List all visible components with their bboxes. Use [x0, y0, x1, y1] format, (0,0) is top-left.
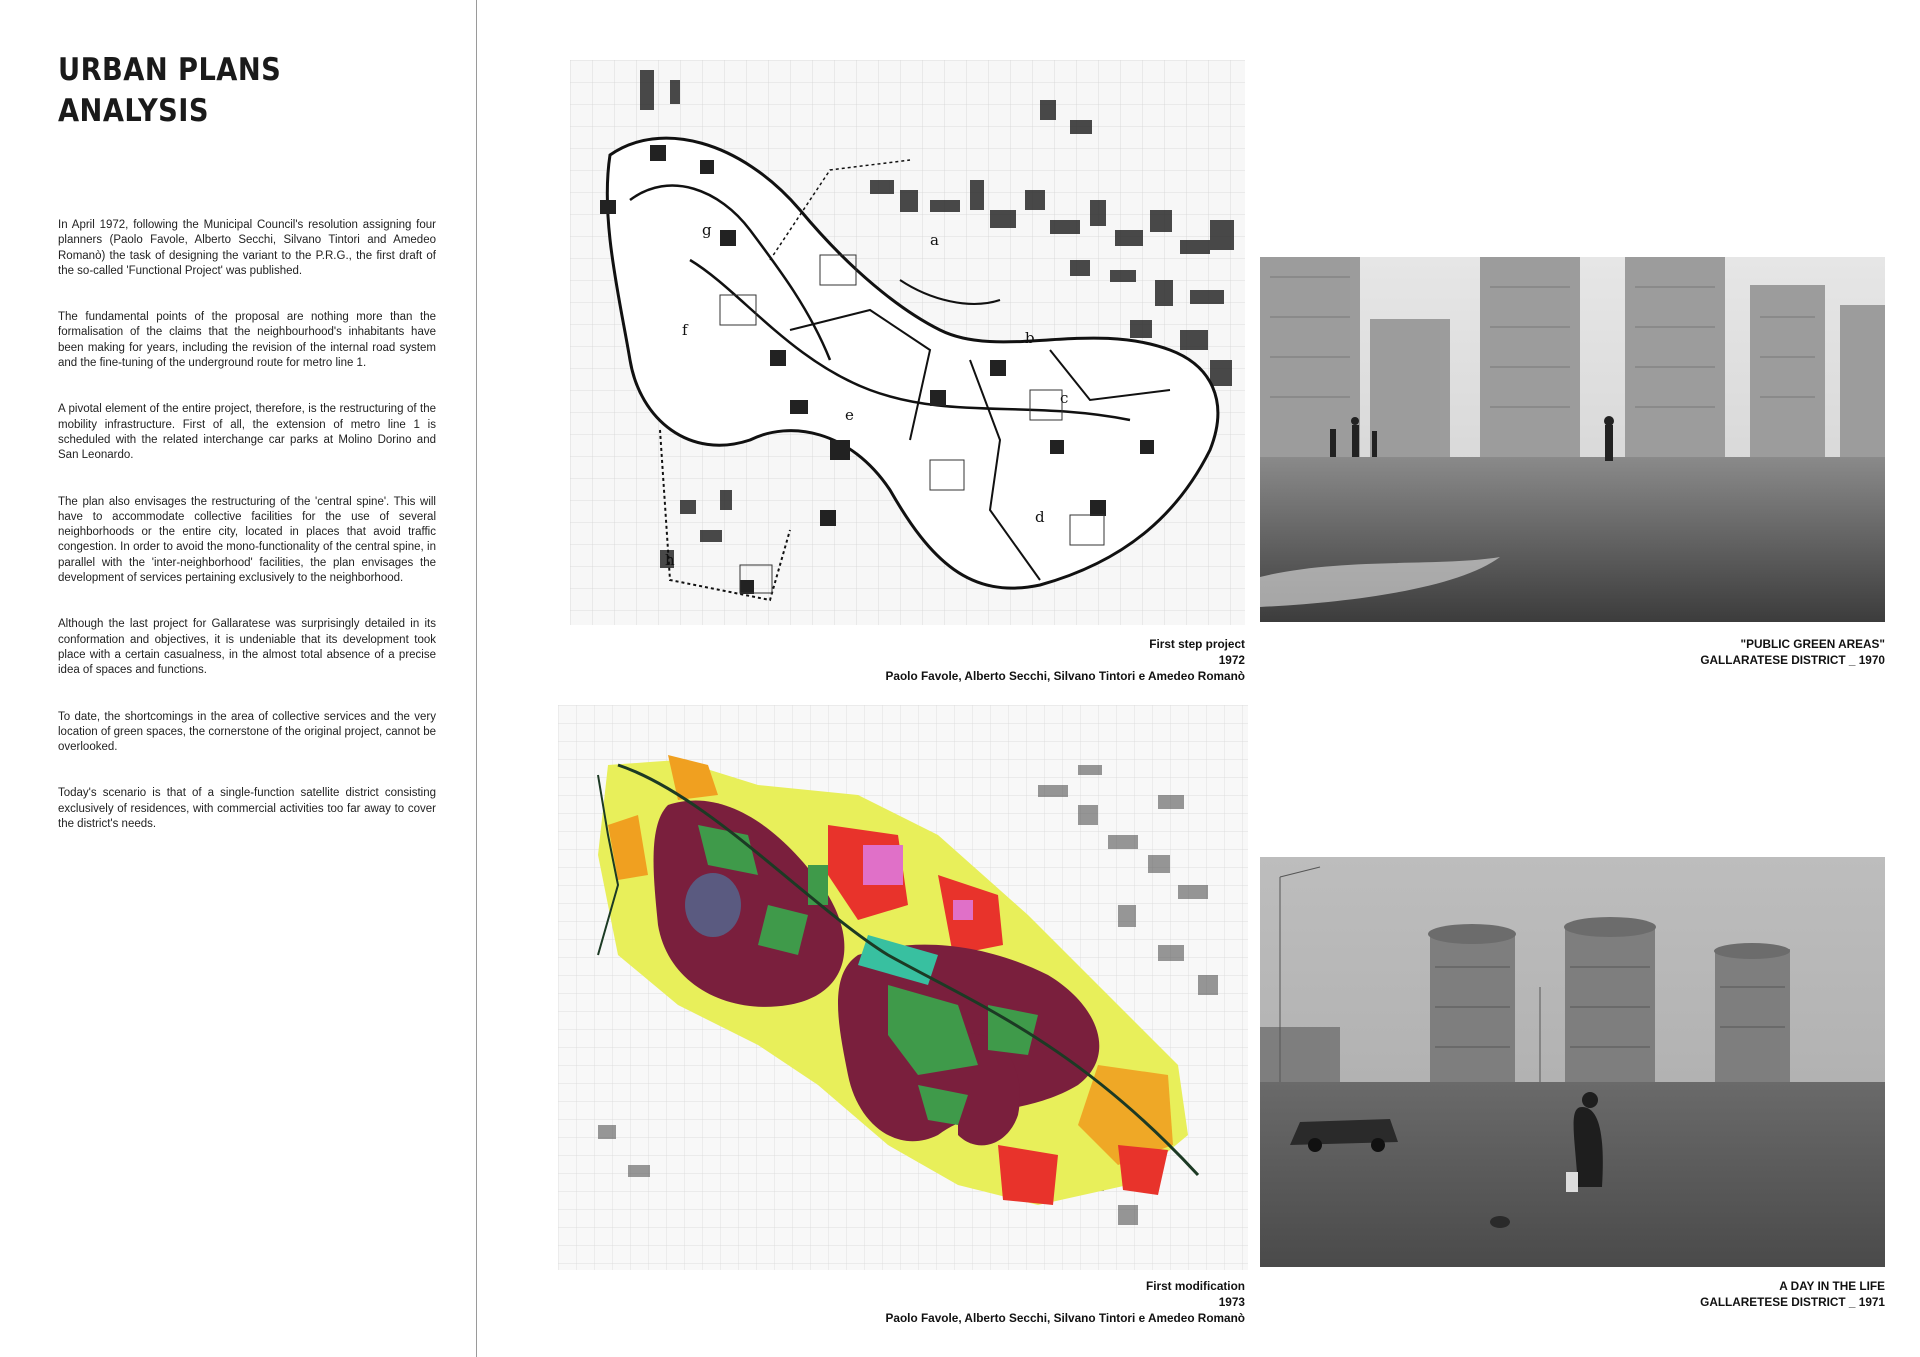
- caption-photo-1971-subtitle: GALLARETESE DISTRICT _ 1971: [1700, 1295, 1885, 1309]
- paragraph-3: A pivotal element of the entire project, therefore, is the restructuring of the mobility infrastructure. First of all, the extension of metro line 1 is scheduled with the related interchange car parks at Molino Dorino and San Leonardo.: [58, 403, 436, 462]
- caption-plan-1973-year: 1973: [1218, 1295, 1245, 1309]
- caption-plan-1972: [800, 636, 1245, 684]
- photo-public-green-areas: [1260, 257, 1885, 622]
- paragraph-1: In April 1972, following the Municipal Council's resolution assigning four planners (Paolo Favole, Alberto Secchi, Silvano Tintori and Amedeo Romanò) the task of designing the variant to the P.R.G., the first draft of the so-called 'Functional Project' was published.: [58, 219, 436, 277]
- plan-1972-drawing: [570, 60, 1245, 625]
- map-label-h: h: [665, 551, 675, 569]
- photo-1970-drawing: [1260, 257, 1885, 622]
- caption-plan-1972-title: First step project: [1149, 637, 1245, 651]
- column-divider: [476, 0, 477, 1357]
- caption-photo-1971: [1500, 1278, 1885, 1310]
- caption-photo-1970-title: "PUBLIC GREEN AREAS": [1740, 637, 1885, 651]
- map-label-b: b: [1025, 329, 1035, 347]
- paragraph-6: To date, the shortcomings in the area of collective services and the very location of green spaces, the cornerstone of the original project, cannot be overlooked.: [58, 710, 436, 754]
- caption-photo-1971-title: A DAY IN THE LIFE: [1779, 1279, 1885, 1293]
- caption-photo-1970: [1500, 636, 1885, 668]
- caption-plan-1972-authors: Paolo Favole, Alberto Secchi, Silvano Tintori e Amedeo Romanò: [885, 669, 1245, 683]
- photo-day-in-the-life: [1260, 857, 1885, 1267]
- caption-plan-1973: [800, 1278, 1245, 1326]
- map-label-e: e: [845, 406, 854, 424]
- body-text: [58, 218, 436, 863]
- plan-1973-drawing: [558, 705, 1248, 1270]
- caption-plan-1972-year: 1972: [1218, 653, 1245, 667]
- map-label-g: g: [702, 221, 712, 239]
- plan-1973-map: [558, 705, 1248, 1270]
- caption-plan-1973-title: First modification: [1146, 1279, 1245, 1293]
- paragraph-2: The fundamental points of the proposal are nothing more than the formalisation of the claims that the neighbourhood's inhabitants have been making for years, including the revision of the internal road system and the fine-tuning of the underground route for metro line 1.: [58, 311, 436, 370]
- caption-plan-1973-authors: Paolo Favole, Alberto Secchi, Silvano Tintori e Amedeo Romanò: [885, 1311, 1245, 1325]
- paragraph-5: Although the last project for Gallaratese was surprisingly detailed in its conformation and objectives, it is undeniable that its development took place with a certain casualness, in the almost total absence of a precise idea of spaces and functions.: [58, 618, 436, 677]
- paragraph-4: The plan also envisages the restructuring of the 'central spine'. This will have to accommodate collective facilities for the use of several neighborhoods or the entire city, located in places that avoid traffic congestion. In order to avoid the mono-functionality of the central spine, in parallel with the 'inter-neighborhood' facilities, the plan envisages the development of services pertaining exclusively to the neighborhood.: [58, 495, 436, 585]
- page-title: [58, 50, 281, 132]
- map-label-c: c: [1060, 389, 1069, 407]
- caption-photo-1970-subtitle: GALLARATESE DISTRICT _ 1970: [1700, 653, 1885, 667]
- paragraph-7: Today's scenario is that of a single-function satellite district consisting exclusively of residences, with commercial activities too far away to cover the district's needs.: [58, 787, 436, 831]
- title-line-1: URBAN PLANS: [58, 52, 282, 88]
- map-label-a: a: [930, 231, 939, 249]
- plan-1972-map: [570, 60, 1245, 625]
- photo-1971-drawing: [1260, 857, 1885, 1267]
- map-label-f: f: [682, 321, 688, 339]
- title-line-2: ANALYSIS: [58, 93, 209, 129]
- map-label-d: d: [1035, 508, 1045, 526]
